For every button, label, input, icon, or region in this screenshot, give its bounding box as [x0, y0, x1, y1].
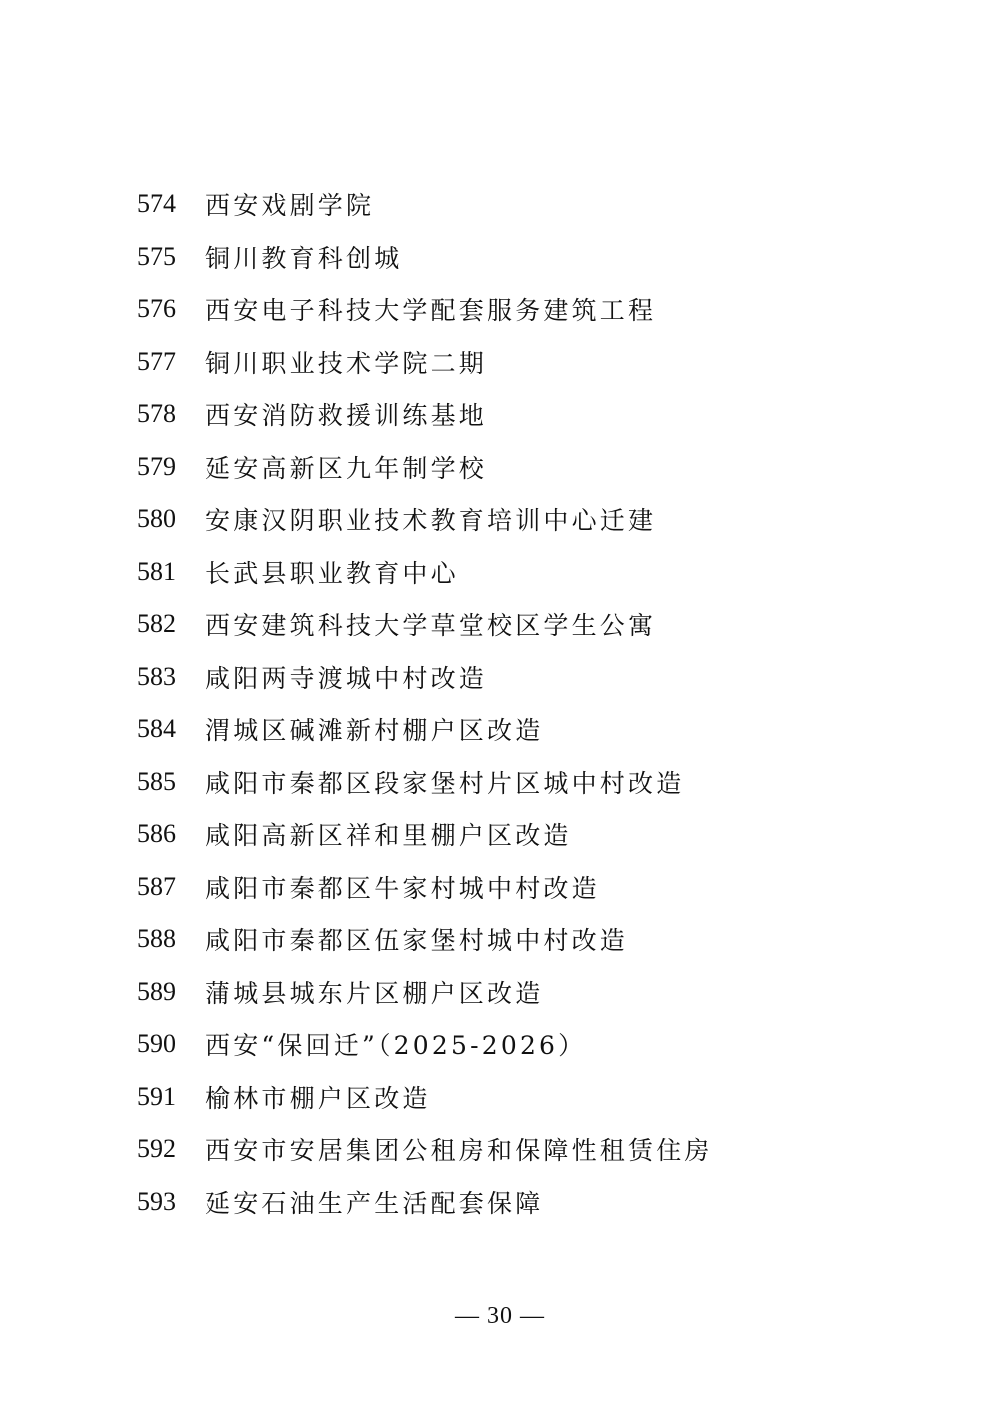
- item-text: 咸阳两寺渡城中村改造: [205, 663, 488, 693]
- list-item: [137, 546, 917, 599]
- item-text: 长武县职业教育中心: [205, 558, 459, 588]
- item-text: 咸阳市秦都区牛家村城中村改造: [205, 873, 600, 903]
- item-text: 延安高新区九年制学校: [205, 453, 488, 483]
- item-number: 584: [137, 714, 176, 744]
- list-item: [137, 231, 917, 284]
- list-item: [137, 388, 917, 441]
- item-number: 582: [137, 609, 176, 639]
- item-text: 延安石油生产生活配套保障: [205, 1188, 544, 1218]
- item-number: 575: [137, 241, 176, 271]
- list-item: [137, 336, 917, 389]
- item-text: 西安“保回迁”（2025-2026）: [205, 1031, 587, 1061]
- list-item: [137, 861, 917, 914]
- item-number: 586: [137, 819, 176, 849]
- item-number: 578: [137, 399, 176, 429]
- item-number: 587: [137, 871, 176, 901]
- item-text: 西安电子科技大学配套服务建筑工程: [205, 296, 657, 326]
- list-item: [137, 1176, 917, 1229]
- item-number: 580: [137, 504, 176, 534]
- item-number: 576: [137, 294, 176, 324]
- list-item: [137, 808, 917, 861]
- item-text: 铜川职业技术学院二期: [205, 348, 488, 378]
- item-number: 588: [137, 924, 176, 954]
- list-item: [137, 1123, 917, 1176]
- item-number: 579: [137, 451, 176, 481]
- item-text: 西安建筑科技大学草堂校区学生公寓: [205, 611, 657, 641]
- item-text: 蒲城县城东片区棚户区改造: [205, 978, 544, 1008]
- item-number: 591: [137, 1081, 176, 1111]
- list-item: [137, 1018, 917, 1071]
- list-item: [137, 913, 917, 966]
- item-number: 593: [137, 1186, 176, 1216]
- list-item: [137, 966, 917, 1019]
- item-text: 西安消防救援训练基地: [205, 401, 488, 431]
- list-item: [137, 598, 917, 651]
- item-text: 咸阳市秦都区段家堡村片区城中村改造: [205, 768, 685, 798]
- item-text: 铜川教育科创城: [205, 243, 403, 273]
- item-number: 589: [137, 976, 176, 1006]
- project-list: [137, 178, 917, 1228]
- item-text: 榆林市棚户区改造: [205, 1083, 431, 1113]
- item-number: 585: [137, 766, 176, 796]
- list-item: [137, 756, 917, 809]
- item-text: 西安戏剧学院: [205, 191, 375, 221]
- list-item: [137, 283, 917, 336]
- page-number: — 30 —: [455, 1303, 545, 1329]
- item-number: 574: [137, 189, 176, 219]
- list-item: [137, 651, 917, 704]
- list-item: [137, 1071, 917, 1124]
- list-item: [137, 178, 917, 231]
- item-number: 581: [137, 556, 176, 586]
- item-number: 592: [137, 1134, 176, 1164]
- item-text: 咸阳高新区祥和里棚户区改造: [205, 821, 572, 851]
- list-item: [137, 441, 917, 494]
- item-number: 577: [137, 346, 176, 376]
- item-number: 590: [137, 1029, 176, 1059]
- item-number: 583: [137, 661, 176, 691]
- item-text: 西安市安居集团公租房和保障性租赁住房: [205, 1136, 713, 1166]
- item-text: 咸阳市秦都区伍家堡村城中村改造: [205, 926, 629, 956]
- item-text: 渭城区碱滩新村棚户区改造: [205, 716, 544, 746]
- list-item: [137, 703, 917, 756]
- item-text: 安康汉阴职业技术教育培训中心迁建: [205, 506, 657, 536]
- list-item: [137, 493, 917, 546]
